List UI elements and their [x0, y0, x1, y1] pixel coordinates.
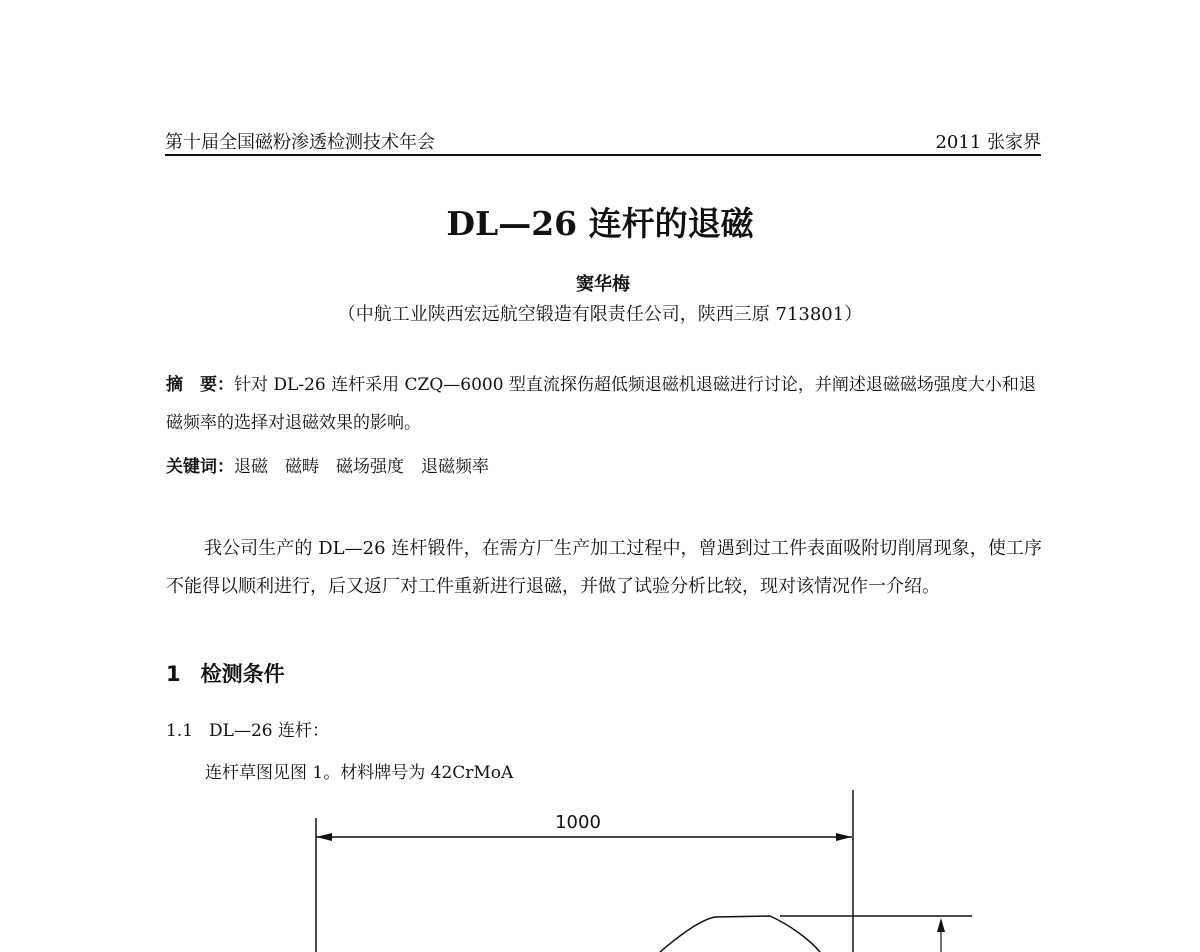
abstract-text: 针对 DL-26 连杆采用 CZQ—6000 型直流探伤超低频退磁机退磁进行讨论，并阐述退磁磁场强度大小和退磁频率的选择对退磁效果的影响。 — [166, 375, 1036, 433]
dimension-arrow-left — [316, 833, 332, 841]
author-name: 窦华梅 — [576, 274, 630, 295]
dimension-label: 1000 — [555, 812, 601, 833]
section-heading — [166, 658, 285, 688]
paper-title: DL—26 连杆的退磁 — [446, 204, 754, 243]
keywords — [166, 452, 489, 477]
connecting-rod-sketch — [0, 780, 1200, 952]
height-arrow — [937, 918, 945, 932]
abstract — [166, 366, 1040, 442]
author-affiliation: （中航工业陕西宏远航空锻造有限责任公司，陕西三原 713801） — [337, 304, 863, 325]
subsection-title: DL—26 连杆： — [209, 721, 330, 741]
keywords-label: 关键词： — [166, 457, 234, 477]
running-header — [165, 128, 1041, 156]
figure-intro-text: 连杆草图见图 1。材料牌号为 42CrMoA — [205, 763, 514, 783]
dimension-arrow-right — [836, 833, 852, 841]
abstract-label: 摘 要： — [166, 375, 234, 395]
rod-outline — [660, 916, 820, 952]
year-place: 2011 张家界 — [935, 132, 1041, 153]
conference-name: 第十届全国磁粉渗透检测技术年会 — [165, 132, 435, 153]
section-title: 检测条件 — [200, 662, 285, 686]
keywords-text: 退磁 磁畴 磁场强度 退磁频率 — [234, 457, 489, 477]
subsection-heading — [166, 716, 329, 741]
section-number: 1 — [166, 662, 181, 686]
subsection-number: 1.1 — [166, 721, 194, 741]
intro-paragraph: 我公司生产的 DL—26 连杆锻件，在需方厂生产加工过程中，曾遇到过工件表面吸附切削屑现象，使工序不能得以顺利进行，后又返厂对工件重新进行退磁，并做了试验分析比较，现对该情况作一介绍。 — [166, 538, 1042, 597]
